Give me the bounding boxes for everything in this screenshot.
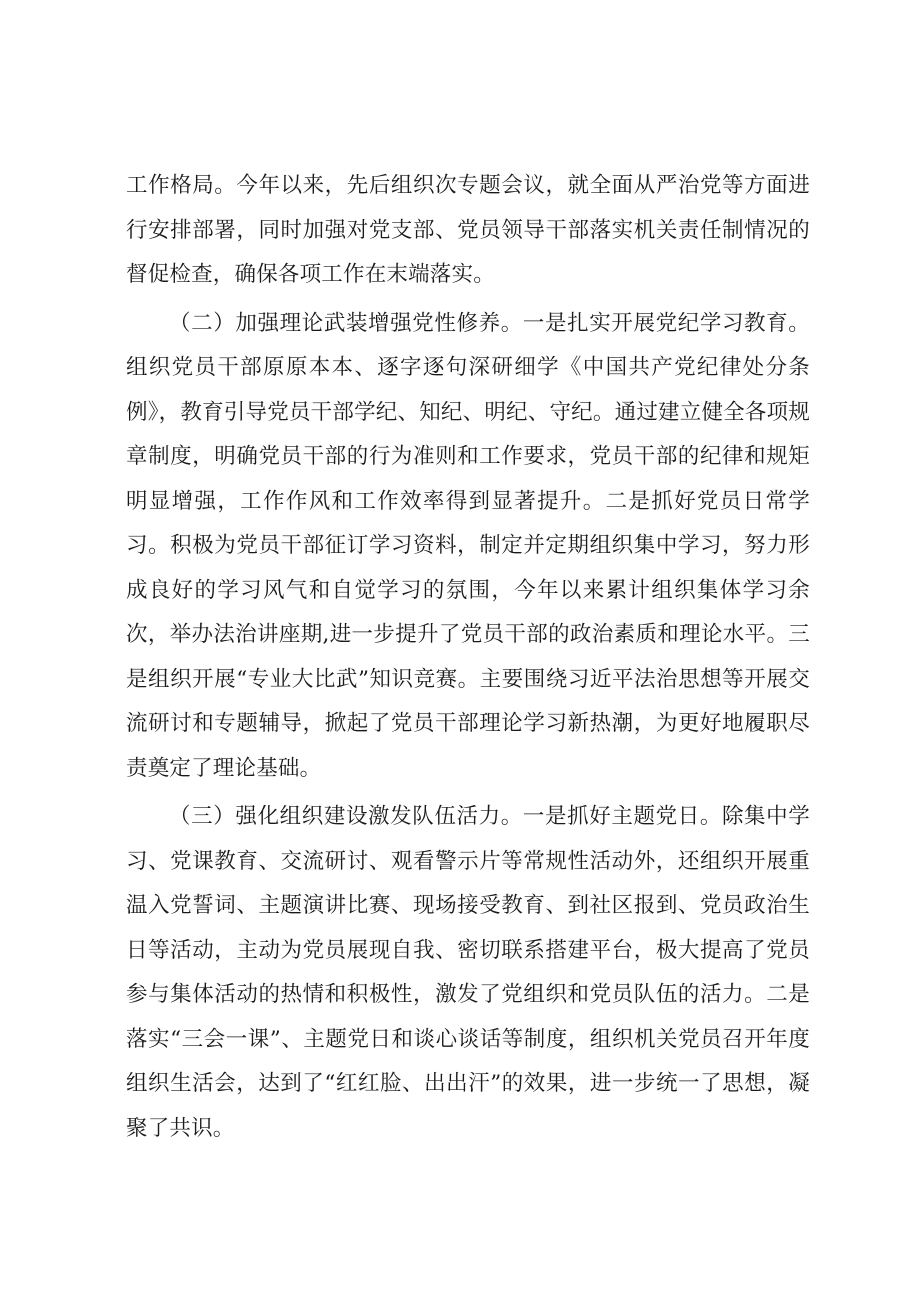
paragraph-continuation: 工作格局。今年以来，先后组织次专题会议，就全面从严治党等方面进行安排部署，同时加强对党支部、党员领导干部落实机关责任制情况的督促检查，确保各项工作在末端落实。 (126, 173, 810, 287)
paragraph-section-3: （三）强化组织建设激发队伍活力。一是抓好主题党日。除集中学习、党课教育、交流研讨、观看警示片等常规性活动外，还组织开展重温入党誓词、主题演讲比赛、现场接受教育、到社区报到、党员政治生日等活动，主动为党员展现自我、密切联系搭建平台，极大提高了党员参与集体活动的热情和积极性，激发了党组织和党员队伍的活力。二是落实“三会一课”、主题党日和谈心谈话等制度，组织机关党员召开年度组织生活会，达到了“红红脸、出出汗”的效果，进一步统一了思想，凝聚了共识。 (126, 804, 810, 1141)
document-body (126, 164, 810, 1155)
paragraph-section-2: （二）加强理论武装增强党性修养。一是扎实开展党纪学习教育。组织党员干部原原本本、逐字逐句深研细学《中国共产党纪律处分条例》，教育引导党员干部学纪、知纪、明纪、守纪。通过建立健全各项规章制度，明确党员干部的行为准则和工作要求，党员干部的纪律和规矩明显增强，工作作风和工作效率得到显著提升。二是抓好党员日常学习。积极为党员干部征订学习资料，制定并定期组织集中学习，努力形成良好的学习风气和自觉学习的氛围，今年以来累计组织集体学习余次，举办法治讲座期,进一步提升了党员干部的政治素质和理论水平。三是组织开展“专业大比武”知识竞赛。主要围绕习近平法治思想等开展交流研讨和专题辅导，掀起了党员干部理论学习新热潮，为更好地履职尽责奠定了理论基础。 (126, 310, 810, 781)
